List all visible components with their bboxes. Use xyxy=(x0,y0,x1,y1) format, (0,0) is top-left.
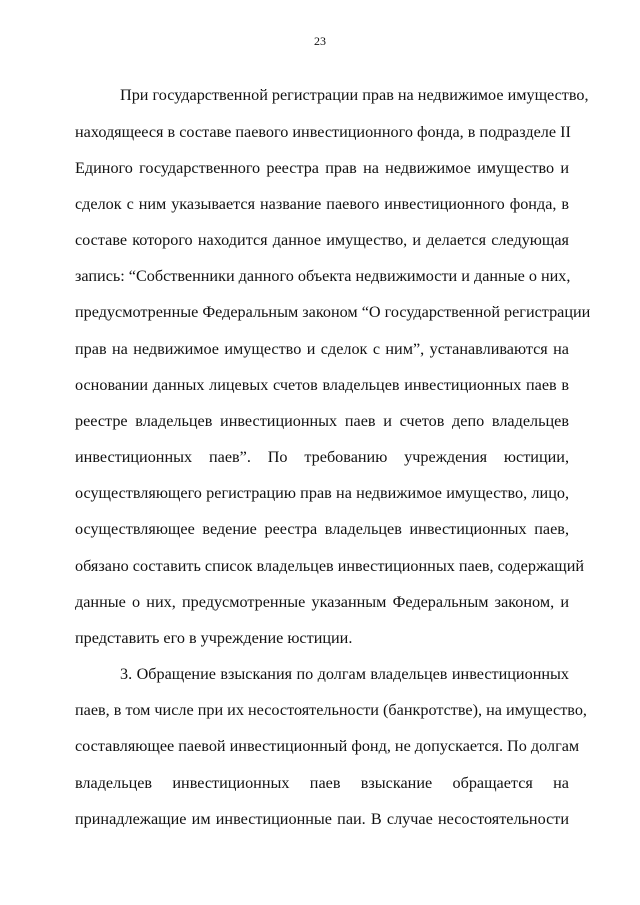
text-line: составляющее паевой инвестиционный фонд, не допускается. По долгам xyxy=(75,737,580,755)
text-line: реестре владельцев инвестиционных паев и счетов депо владельцев xyxy=(75,412,569,430)
text-line: находящееся в составе паевого инвестиционного фонда, в подразделе II xyxy=(75,123,571,141)
text-line: сделок с ним указывается название паевого инвестиционного фонда, в xyxy=(75,195,569,213)
text-line: предусмотренные Федеральным законом “О государственной регистрации xyxy=(75,303,591,321)
text-line: осуществляющего регистрацию прав на недвижимое имущество, лицо, xyxy=(75,484,569,502)
text-line: При государственной регистрации прав на недвижимое имущество, xyxy=(120,86,589,104)
text-line: Единого государственного реестра прав на недвижимое имущество и xyxy=(75,159,569,177)
text-line: обязано составить список владельцев инвестиционных паев, содержащий xyxy=(75,557,585,575)
text-line: прав на недвижимое имущество и сделок с ним”, устанавливаются на xyxy=(75,340,569,358)
text-line: основании данных лицевых счетов владельцев инвестиционных паев в xyxy=(75,376,569,394)
text-line: составе которого находится данное имущество, и делается следующая xyxy=(75,231,569,249)
text-line: запись: “Собственники данного объекта недвижимости и данные о них, xyxy=(75,267,571,285)
text-line: 3. Обращение взыскания по долгам владельцев инвестиционных xyxy=(120,665,569,683)
text-line: принадлежащие им инвестиционные паи. В случае несостоятельности xyxy=(75,810,569,828)
page-number: 23 xyxy=(314,34,326,48)
text-line: владельцев инвестиционных паев взыскание обращается на xyxy=(75,774,569,792)
text-line: паев, в том числе при их несостоятельности (банкротстве), на имущество, xyxy=(75,701,587,719)
text-line: представить его в учреждение юстиции. xyxy=(75,629,353,647)
text-line: данные о них, предусмотренные указанным Федеральным законом, и xyxy=(75,593,569,611)
text-line: осуществляющее ведение реестра владельцев инвестиционных паев, xyxy=(75,520,569,538)
text-line: инвестиционных паев”. По требованию учреждения юстиции, xyxy=(75,448,569,466)
